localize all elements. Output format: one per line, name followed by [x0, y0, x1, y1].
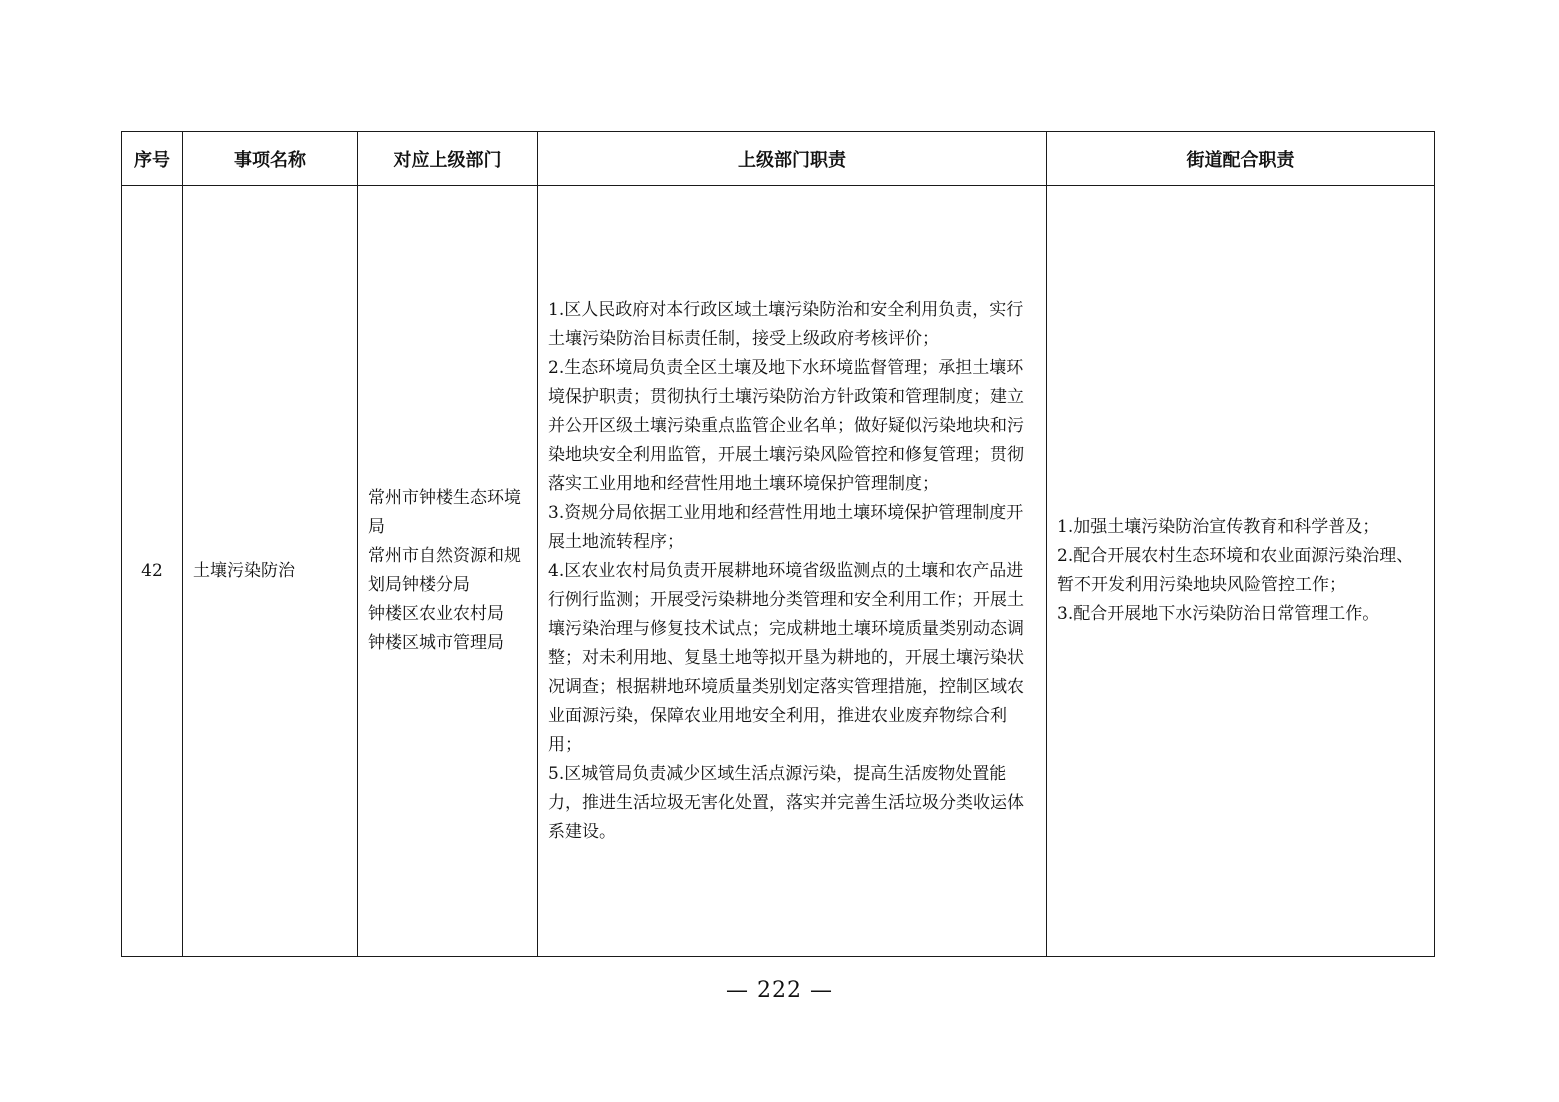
row-street-duties [1047, 186, 1435, 957]
superior-duty-item: 3.资规分局依据工业用地和经营性用地土壤环境保护管理制度开展土地流转程序； [548, 502, 1024, 552]
superior-duty-item: 4.区农业农村局负责开展耕地环境省级监测点的土壤和农产品进行例行监测；开展受污染耕地分类管理和安全利用工作；开展土壤污染治理与修复技术试点；完成耕地土壤环境质量类别动态调整；对未利用地、复垦土地等拟开垦为耕地的，开展土壤污染状况调查；根据耕地环境质量类别划定落实管理措施，控制区域农业面源污染，保障农业用地安全利用，推进农业废弃物综合利用； [548, 560, 1024, 755]
department-item: 常州市自然资源和规划局钟楼分局 [368, 546, 521, 595]
street-duty-item: 2.配合开展农村生态环境和农业面源污染治理、暂不开发利用污染地块风险管控工作； [1057, 546, 1414, 595]
department-item: 钟楼区农业农村局 [368, 604, 504, 624]
row-superior-duties [538, 186, 1047, 957]
street-duty-item: 1.加强土壤污染防治宣传教育和科学普及； [1057, 517, 1380, 537]
department-item: 常州市钟楼生态环境局 [368, 488, 521, 537]
header-index: 序号 [122, 132, 183, 186]
header-superior-duties: 上级部门职责 [538, 132, 1047, 186]
page-number: — 222 — [726, 978, 833, 1003]
header-item-name: 事项名称 [183, 132, 358, 186]
row-index: 42 [122, 186, 183, 957]
street-duty-item: 3.配合开展地下水污染防治日常管理工作。 [1057, 604, 1380, 624]
header-superior-department: 对应上级部门 [358, 132, 538, 186]
superior-duty-item: 5.区城管局负责减少区域生活点源污染，提高生活废物处置能力，推进生活垃圾无害化处置，落实并完善生活垃圾分类收运体系建设。 [548, 763, 1024, 842]
header-street-duties: 街道配合职责 [1047, 132, 1435, 186]
department-item: 钟楼区城市管理局 [368, 633, 504, 653]
superior-duty-item: 2.生态环境局负责全区土壤及地下水环境监督管理；承担土壤环境保护职责；贯彻执行土壤污染防治方针政策和管理制度；建立并公开区级土壤污染重点监管企业名单；做好疑似污染地块和污染地块安全利用监管，开展土壤污染风险管控和修复管理；贯彻落实工业用地和经营性用地土壤环境保护管理制度； [548, 357, 1024, 494]
row-item-name: 土壤污染防治 [183, 186, 358, 957]
superior-duty-item: 1.区人民政府对本行政区域土壤污染防治和安全利用负责，实行土壤污染防治目标责任制，接受上级政府考核评价； [548, 299, 1024, 349]
duty-table [121, 131, 1435, 957]
table-row [122, 186, 1435, 957]
table-header-row [122, 132, 1435, 186]
row-departments [358, 186, 538, 957]
